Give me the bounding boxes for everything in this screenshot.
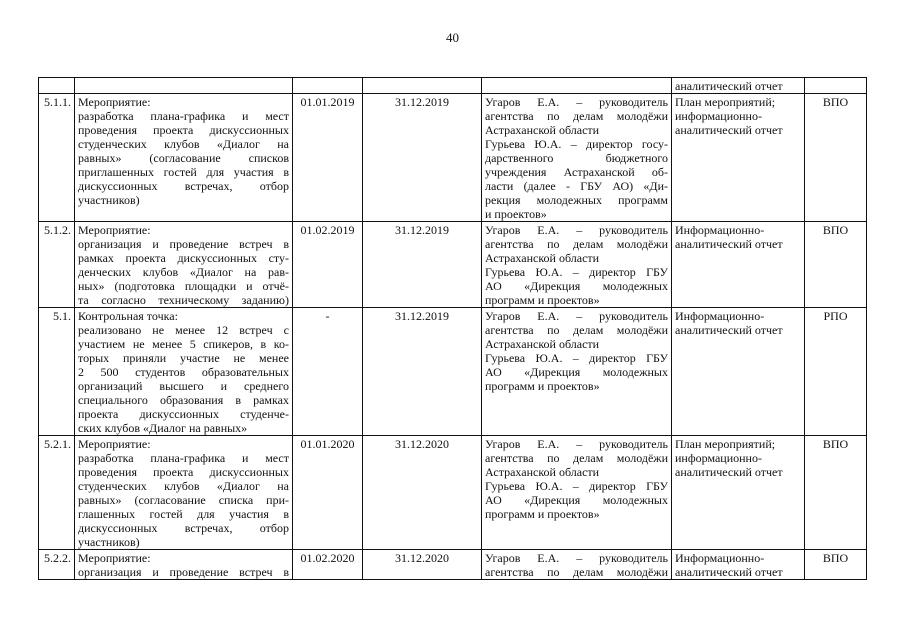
description-line: ских клубов «Диалог на равных» [78, 421, 248, 435]
description-line: студенческих клубов «Диалог на [78, 137, 289, 151]
description-line: Мероприятие: [78, 95, 151, 109]
table-row-continued [39, 78, 867, 94]
table-row [39, 308, 867, 436]
control-level: ВПО [805, 222, 867, 308]
start-date: 01.01.2020 [293, 436, 363, 550]
control-level: ВПО [805, 94, 867, 222]
item-number: 5.1.2. [39, 222, 75, 308]
responsible-person [482, 94, 672, 222]
responsible-line: Гурьева Ю.А. – директор ГБУ [485, 265, 668, 279]
item-description [75, 436, 293, 550]
table-row [39, 436, 867, 550]
document-line: аналитический отчет [675, 123, 783, 137]
description-line: приглашенных гостей для участия в [78, 165, 289, 179]
description-line: дискуссионных встречах, отбор [78, 179, 289, 193]
description-line: организация и проведение встреч в [78, 565, 289, 579]
responsible-line: Угаров Е.А. – руководитель [485, 309, 668, 323]
responsible-person [482, 222, 672, 308]
responsible-line: Угаров Е.А. – руководитель [485, 437, 668, 451]
document-line: аналитический отчет [675, 465, 783, 479]
responsible-line: Угаров Е.А. – руководитель [485, 95, 668, 109]
start-date: 01.02.2019 [293, 222, 363, 308]
description-line: студенческих клубов «Диалог на [78, 479, 289, 493]
responsible-line: программ и проектов» [485, 379, 600, 393]
table-row [39, 550, 867, 580]
result-document [672, 222, 805, 308]
responsible-line: АО «Дирекция молодежных [485, 365, 668, 379]
document-line: информационно- [675, 109, 762, 123]
result-document [672, 436, 805, 550]
description-line: Контрольная точка: [78, 309, 178, 323]
description-line: дискуссионных встречах, отбор [78, 521, 289, 535]
start-date: 01.02.2020 [293, 550, 363, 580]
end-date: 31.12.2019 [363, 308, 482, 436]
document-line: Информационно- [675, 551, 765, 565]
description-line: организаций высшего и среднего [78, 379, 289, 393]
responsible-line: дарственного бюджетного [485, 151, 668, 165]
responsible-line: агентства по делам молодёжи [485, 237, 668, 251]
responsible-line: ласти (далее - ГБУ АО) «Ди- [485, 179, 668, 193]
responsible-line: Угаров Е.А. – руководитель [485, 551, 668, 565]
responsible-line: агентства по делам молодёжи [485, 565, 668, 579]
plan-table-body [39, 78, 867, 580]
plan-table [38, 77, 867, 580]
start-date: 01.01.2019 [293, 94, 363, 222]
end-date: 31.12.2019 [363, 222, 482, 308]
document-line: План мероприятий; [675, 95, 776, 109]
control-level: РПО [805, 308, 867, 436]
description-line: участием не менее 5 спикеров, в ко- [78, 337, 289, 351]
description-line: реализовано не менее 12 встреч с [78, 323, 289, 337]
responsible-line: Гурьева Ю.А. – директор госу- [485, 137, 668, 151]
cell-num [39, 78, 75, 94]
responsible-person [482, 308, 672, 436]
description-line: 2 500 студентов образовательных [78, 365, 289, 379]
cell-end [363, 78, 482, 94]
responsible-line: учреждения Астраханской об- [485, 165, 668, 179]
control-level: ВПО [805, 436, 867, 550]
responsible-person [482, 550, 672, 580]
description-line: проведения проекта дискуссионных [78, 465, 289, 479]
item-description [75, 94, 293, 222]
document-line: аналитический отчет [675, 237, 783, 251]
description-line: проекта дискуссионных студенче- [78, 407, 289, 421]
description-line: специального образования в рамках [78, 393, 289, 407]
responsible-line: агентства по делам молодёжи [485, 109, 668, 123]
description-line: ных» (подготовка площадки и отчё- [78, 279, 289, 293]
responsible-line: Астраханской области [485, 251, 600, 265]
responsible-line: АО «Дирекция молодежных [485, 493, 668, 507]
responsible-line: рекция молодежных программ [485, 193, 668, 207]
description-line: проведения проекта дискуссионных [78, 123, 289, 137]
page-number: 40 [446, 30, 459, 45]
item-number: 5.1.1. [39, 94, 75, 222]
end-date: 31.12.2019 [363, 94, 482, 222]
control-level: ВПО [805, 550, 867, 580]
responsible-line: программ и проектов» [485, 293, 600, 307]
result-document [672, 550, 805, 580]
table-row [39, 222, 867, 308]
item-description [75, 550, 293, 580]
cell-desc [75, 78, 293, 94]
document-line: План мероприятий; [675, 437, 776, 451]
end-date: 31.12.2020 [363, 550, 482, 580]
cell-document: аналитический отчет [672, 78, 805, 94]
responsible-line: Астраханской области [485, 123, 600, 137]
description-line: Мероприятие: [78, 551, 151, 565]
description-line: разработка плана-графика и мест [78, 109, 289, 123]
end-date: 31.12.2020 [363, 436, 482, 550]
document-line: информационно- [675, 451, 762, 465]
description-line: рамках проекта дискуссионных сту- [78, 251, 289, 265]
responsible-line: агентства по делам молодёжи [485, 451, 668, 465]
responsible-line: Гурьева Ю.А. – директор ГБУ [485, 351, 668, 365]
description-line: Мероприятие: [78, 437, 151, 451]
description-line: равных» (согласование списков [78, 151, 289, 165]
document-line: Информационно- [675, 309, 765, 323]
item-number: 5.1. [39, 308, 75, 436]
cell-level [805, 78, 867, 94]
description-line: организация и проведение встреч в [78, 237, 289, 251]
description-line: равных» (согласование списка при- [78, 493, 289, 507]
document-line: аналитический отчет [675, 565, 783, 579]
description-line: разработка плана-графика и мест [78, 451, 289, 465]
item-description [75, 222, 293, 308]
responsible-line: и проектов» [485, 207, 547, 221]
description-line: глашенных гостей для участия в [78, 507, 289, 521]
start-date: - [293, 308, 363, 436]
responsible-line: Угаров Е.А. – руководитель [485, 223, 668, 237]
description-line: участников) [78, 193, 140, 207]
item-number: 5.2.2. [39, 550, 75, 580]
cell-responsible [482, 78, 672, 94]
description-line: участников) [78, 535, 140, 549]
description-line: Мероприятие: [78, 223, 151, 237]
item-number: 5.2.1. [39, 436, 75, 550]
responsible-line: Астраханской области [485, 337, 600, 351]
responsible-line: программ и проектов» [485, 507, 600, 521]
responsible-line: агентства по делам молодёжи [485, 323, 668, 337]
result-document [672, 94, 805, 222]
table-row [39, 94, 867, 222]
description-line: торых приняли участие не менее [78, 351, 289, 365]
responsible-line: АО «Дирекция молодежных [485, 279, 668, 293]
result-document [672, 308, 805, 436]
responsible-line: Гурьева Ю.А. – директор ГБУ [485, 479, 668, 493]
item-description [75, 308, 293, 436]
document-line: аналитический отчет [675, 323, 783, 337]
document-line: Информационно- [675, 223, 765, 237]
cell-start [293, 78, 363, 94]
description-line: денческих клубов «Диалог на рав- [78, 265, 289, 279]
responsible-person [482, 436, 672, 550]
description-line: та согласно техническому заданию) [78, 293, 289, 307]
responsible-line: Астраханской области [485, 465, 600, 479]
